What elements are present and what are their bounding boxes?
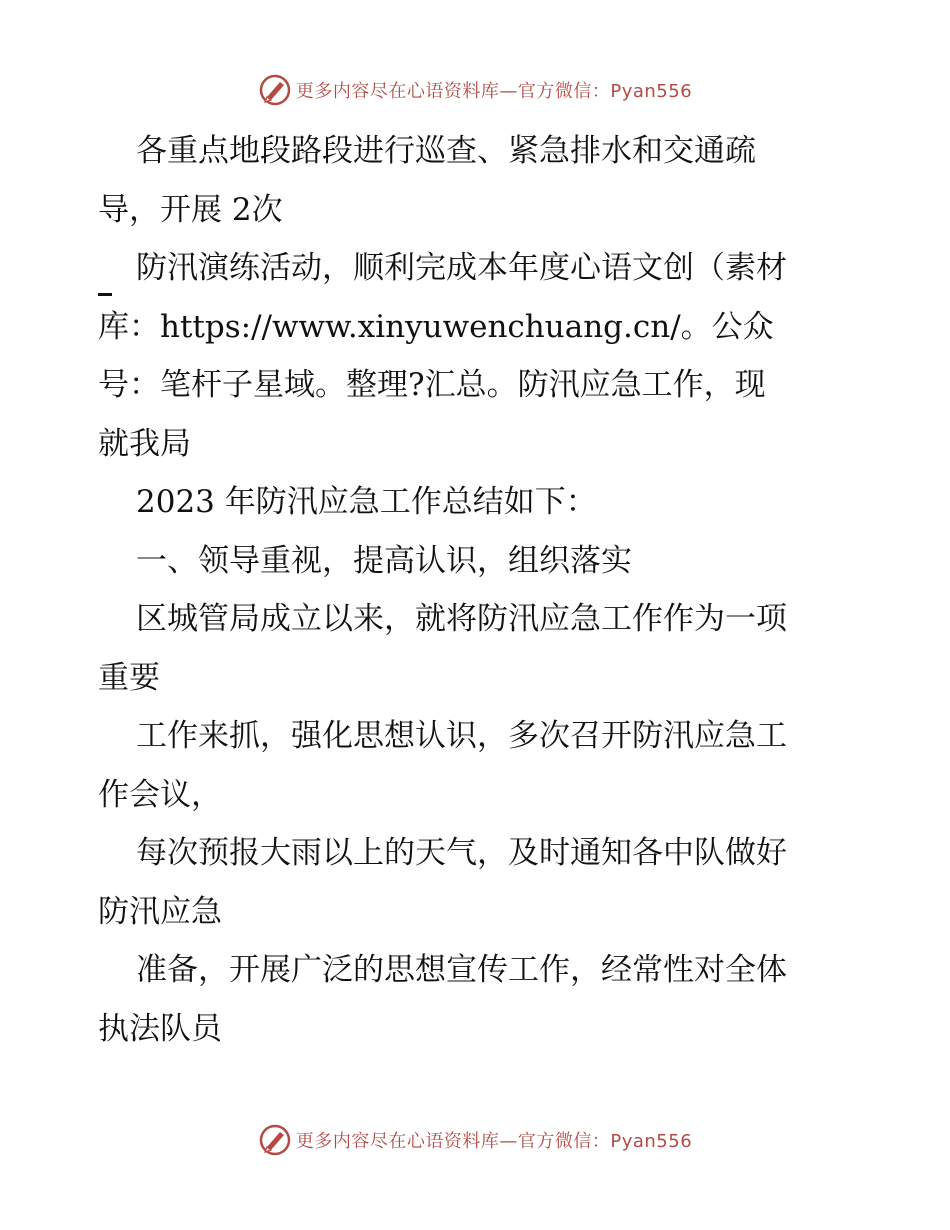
header-banner-contact: 官方微信：Pyan556 [517, 81, 693, 102]
body-line: 工作来抓，强化思想认识，多次召开防汛应急工 [136, 718, 787, 754]
body-line: 库：https://www.xinyuwenchuang.cn/。公众 [98, 308, 774, 345]
footer-banner-separator: — [499, 1131, 518, 1152]
body-line: 防汛演练活动，顺利完成本年度心语文创（素材 [136, 250, 787, 286]
body-line: 区城管局成立以来，就将防汛应急工作作为一项 [136, 601, 787, 637]
body-line: 作会议， [98, 776, 222, 813]
body-line: 防汛应急 [98, 893, 222, 930]
body-line: 每次预报大雨以上的天气，及时通知各中队做好 [136, 835, 787, 871]
header-banner-text: 更多内容尽在心语资料库 [295, 81, 500, 102]
body-line: 各重点地段路段进行巡查、紧急排水和交通疏 [136, 133, 756, 169]
header-banner [0, 70, 950, 110]
footer-banner [0, 1120, 950, 1160]
body-line: 2023 年防汛应急工作总结如下： [136, 484, 597, 520]
body-line: 准备，开展广泛的思想宣传工作，经常性对全体 [136, 952, 787, 988]
body-line: 执法队员 [98, 1010, 222, 1047]
body-line: 号：笔杆子星域。整理?汇总。防汛应急工作，现 [98, 367, 766, 403]
body-line: 就我局 [98, 425, 191, 462]
footer-banner-text: 更多内容尽在心语资料库 [295, 1131, 500, 1152]
body-line: 导，开展 2次 [98, 191, 283, 228]
footer-banner-contact: 官方微信：Pyan556 [517, 1131, 693, 1152]
body-line: 重要 [98, 659, 160, 696]
pen-logo-icon [258, 1123, 292, 1157]
section-heading: 一、领导重视，提高认识，组织落实 [136, 542, 632, 579]
header-banner-separator: — [499, 81, 518, 102]
document-body [98, 122, 868, 1058]
pen-logo-icon [258, 73, 292, 107]
